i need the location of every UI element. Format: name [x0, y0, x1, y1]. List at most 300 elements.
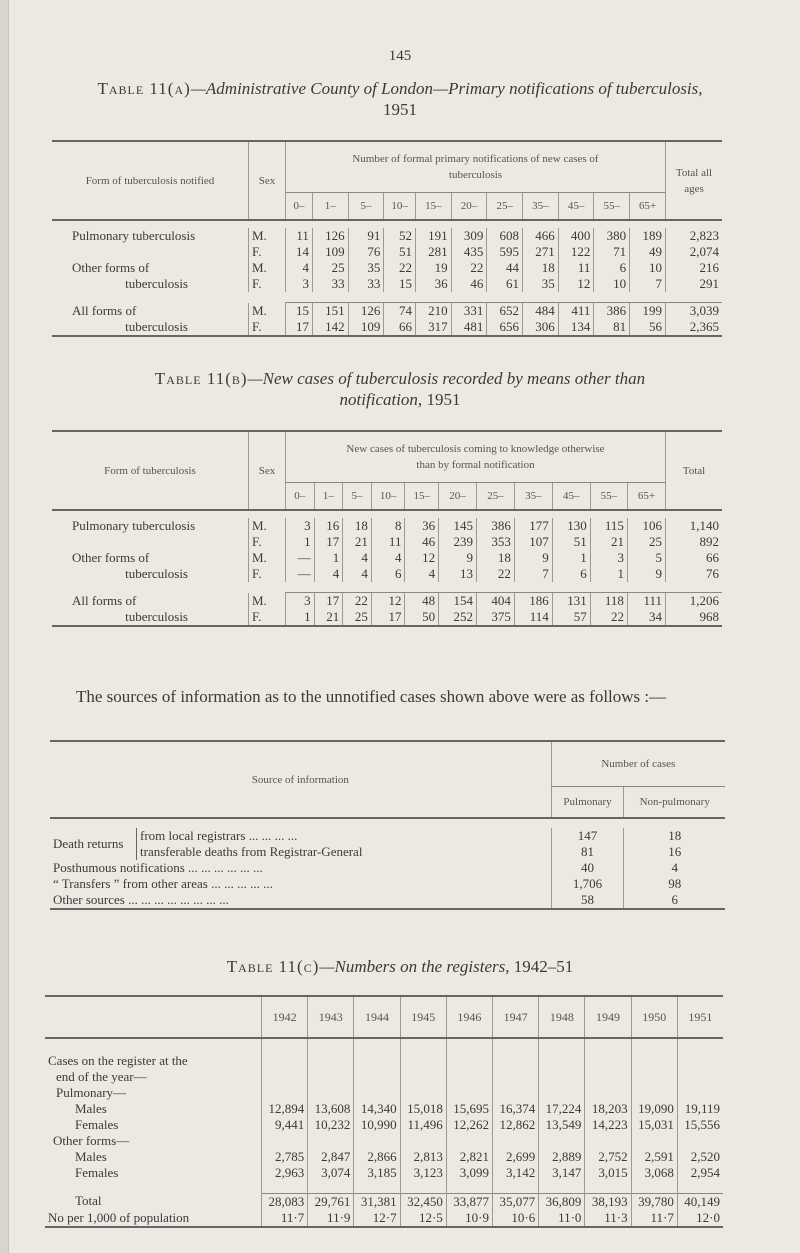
row-label: tuberculosis — [125, 566, 188, 581]
empty-cell — [262, 1038, 308, 1101]
value-cell: 4 — [343, 550, 372, 566]
value-cell: 35,077 — [493, 1193, 539, 1210]
value-cell: 7 — [630, 276, 666, 292]
value-cell: 189 — [630, 228, 666, 244]
value-cell: 656 — [487, 319, 523, 336]
sex-cell: F. — [249, 244, 286, 260]
value-cell: 12 — [558, 276, 594, 292]
table-row — [50, 844, 725, 860]
value-cell: 76 — [348, 244, 384, 260]
pulmonary-cell: 81 — [551, 844, 624, 860]
value-cell: 52 — [384, 228, 416, 244]
column-header-group: Number of formal primary notifications of new cases of tuberculosis — [286, 141, 666, 193]
value-cell: 400 — [558, 228, 594, 244]
value-cell: 17,224 — [539, 1101, 585, 1117]
table-a-title — [0, 78, 800, 120]
separator-row — [52, 582, 722, 593]
empty-cell — [308, 1133, 354, 1149]
value-cell: 22 — [590, 609, 627, 626]
table-row — [52, 566, 722, 582]
value-cell: 9 — [627, 566, 665, 582]
value-cell: 4 — [314, 566, 343, 582]
table-row — [52, 593, 722, 610]
empty-cell — [400, 1181, 446, 1193]
value-cell: 151 — [312, 303, 348, 320]
table-row — [52, 609, 722, 626]
value-cell: 11·0 — [539, 1210, 585, 1227]
spacer-row — [52, 220, 722, 228]
value-cell: 386 — [476, 518, 514, 534]
death-returns-label: Death returns — [53, 836, 124, 851]
value-cell: 2,889 — [539, 1149, 585, 1165]
table-row — [45, 1165, 723, 1181]
row-label — [52, 534, 249, 550]
row-label: tuberculosis — [125, 609, 188, 624]
source-label: “ Transfers ” from other areas ... ... ... ... ... — [53, 876, 273, 891]
sex-cell: F. — [249, 609, 286, 626]
age-header: 20– — [451, 193, 487, 221]
value-cell: 375 — [476, 609, 514, 626]
value-cell: 11 — [558, 260, 594, 276]
total-cell: 1,140 — [666, 518, 723, 534]
value-cell: 306 — [523, 319, 559, 336]
value-cell: 2,866 — [354, 1149, 400, 1165]
value-cell: 2,699 — [493, 1149, 539, 1165]
value-cell: 35 — [348, 260, 384, 276]
non-pulmonary-cell: 16 — [624, 844, 725, 860]
value-cell: 12·0 — [677, 1210, 723, 1227]
empty-cell — [677, 1181, 723, 1193]
non-pulmonary-cell: 6 — [624, 892, 725, 909]
value-cell: 309 — [451, 228, 487, 244]
value-cell: 331 — [451, 303, 487, 320]
value-cell: 9,441 — [262, 1117, 308, 1133]
value-cell: 3,068 — [631, 1165, 677, 1181]
value-cell: 10 — [630, 260, 666, 276]
value-cell: 317 — [415, 319, 451, 336]
sex-cell: F. — [249, 534, 286, 550]
spacer-row — [45, 1181, 723, 1193]
pulmonary-cell: 58 — [551, 892, 624, 909]
table-b — [52, 430, 722, 629]
value-cell: 210 — [415, 303, 451, 320]
value-cell: 36 — [405, 518, 439, 534]
year-header: 1950 — [631, 996, 677, 1038]
value-cell: 126 — [348, 303, 384, 320]
age-header: 55– — [594, 193, 630, 221]
table-c-title — [0, 956, 800, 977]
age-header: 35– — [523, 193, 559, 221]
value-cell: 2,813 — [400, 1149, 446, 1165]
age-header: 45– — [552, 483, 590, 511]
table-row — [45, 1149, 723, 1165]
value-cell: — — [286, 566, 315, 582]
total-cell: 1,206 — [666, 593, 723, 610]
empty-cell — [400, 1133, 446, 1149]
age-header: 1– — [312, 193, 348, 221]
year-header: 1949 — [585, 996, 631, 1038]
non-pulmonary-cell: 98 — [624, 876, 725, 892]
empty-cell — [631, 1038, 677, 1101]
value-cell: 1 — [552, 550, 590, 566]
value-cell: 11·3 — [585, 1210, 631, 1227]
value-cell: 11,496 — [400, 1117, 446, 1133]
age-header: 0– — [286, 483, 315, 511]
value-cell: 281 — [415, 244, 451, 260]
table-b-year: 1951 — [426, 390, 461, 409]
value-cell: 17 — [371, 609, 405, 626]
total-cell: 968 — [666, 609, 723, 626]
value-cell: 11·9 — [308, 1210, 354, 1227]
value-cell: 3,142 — [493, 1165, 539, 1181]
value-cell: 32,450 — [400, 1193, 446, 1210]
column-header-form: Form of tuberculosis notified — [52, 141, 249, 220]
value-cell: 2,821 — [446, 1149, 492, 1165]
value-cell: 3 — [286, 593, 315, 610]
age-header: 25– — [487, 193, 523, 221]
page-edge — [0, 0, 9, 1253]
empty-cell — [585, 1038, 631, 1101]
sex-cell: M. — [249, 593, 286, 610]
empty-cell — [539, 1181, 585, 1193]
value-cell: 191 — [415, 228, 451, 244]
total-cell: 216 — [666, 260, 723, 276]
value-cell: 3 — [286, 276, 313, 292]
column-header-group: New cases of tuberculosis coming to knowledge otherwise than by formal notification — [286, 431, 666, 483]
table-row — [52, 260, 722, 276]
row-label: tuberculosis — [125, 319, 188, 334]
value-cell: 15,018 — [400, 1101, 446, 1117]
value-cell: 49 — [630, 244, 666, 260]
total-cell: 66 — [666, 550, 723, 566]
source-label: from local registrars ... ... ... ... — [137, 828, 552, 844]
value-cell: 1 — [286, 534, 315, 550]
value-cell: 386 — [594, 303, 630, 320]
table-b-heading: —New cases of tuberculosis recorded by means other than — [247, 369, 646, 388]
sex-cell: F. — [249, 276, 286, 292]
empty-cell — [493, 1133, 539, 1149]
spacer-row — [52, 336, 722, 339]
value-cell: 177 — [514, 518, 552, 534]
value-cell: 25 — [627, 534, 665, 550]
value-cell: 118 — [590, 593, 627, 610]
value-cell: 36,809 — [539, 1193, 585, 1210]
page-number: 145 — [388, 48, 412, 64]
value-cell: 56 — [630, 319, 666, 336]
value-cell: 28,083 — [262, 1193, 308, 1210]
value-cell: 652 — [487, 303, 523, 320]
value-cell: 9 — [514, 550, 552, 566]
table-a-heading: —Administrative County of London—Primary notifications of tuberculosis, — [190, 79, 703, 98]
value-cell: 22 — [451, 260, 487, 276]
value-cell: — — [286, 550, 315, 566]
value-cell: 3 — [590, 550, 627, 566]
value-cell: 1 — [314, 550, 343, 566]
heading-row — [45, 1038, 723, 1101]
value-cell: 4 — [286, 260, 313, 276]
table-c — [45, 995, 723, 1228]
value-cell: 595 — [487, 244, 523, 260]
header-row — [52, 431, 722, 483]
year-header: 1951 — [677, 996, 723, 1038]
value-cell: 131 — [552, 593, 590, 610]
value-cell: 14,223 — [585, 1117, 631, 1133]
value-cell: 134 — [558, 319, 594, 336]
sex-cell: M. — [249, 260, 286, 276]
value-cell: 380 — [594, 228, 630, 244]
table-b-title — [0, 368, 800, 410]
value-cell: 74 — [384, 303, 416, 320]
age-header: 10– — [384, 193, 416, 221]
value-cell: 11 — [286, 228, 313, 244]
empty-cell — [677, 1038, 723, 1101]
separator-cell — [52, 292, 722, 303]
value-cell: 17 — [314, 593, 343, 610]
value-cell: 6 — [594, 260, 630, 276]
year-header: 1945 — [400, 996, 446, 1038]
source-label: Other sources ... ... ... ... ... ... ... ... — [53, 892, 229, 907]
value-cell: 21 — [314, 609, 343, 626]
age-header: 5– — [343, 483, 372, 511]
column-header-source: Source of information — [50, 741, 551, 818]
empty-cell — [354, 1181, 400, 1193]
value-cell: 2,785 — [262, 1149, 308, 1165]
value-cell: 17 — [314, 534, 343, 550]
value-cell: 18 — [523, 260, 559, 276]
age-header: 65+ — [630, 193, 666, 221]
value-cell: 40,149 — [677, 1193, 723, 1210]
corner-cell — [45, 996, 262, 1038]
column-header-pulmonary: Pulmonary — [551, 787, 624, 819]
value-cell: 12,862 — [493, 1117, 539, 1133]
empty-cell — [493, 1181, 539, 1193]
pulmonary-cell: 40 — [551, 860, 624, 876]
value-cell: 11·7 — [631, 1210, 677, 1227]
value-cell: 10,232 — [308, 1117, 354, 1133]
value-cell: 19,090 — [631, 1101, 677, 1117]
value-cell: 16,374 — [493, 1101, 539, 1117]
table-row — [50, 860, 725, 876]
table-a-year: 1951 — [383, 100, 417, 119]
value-cell: 126 — [312, 228, 348, 244]
age-header: 20– — [439, 483, 477, 511]
value-cell: 33,877 — [446, 1193, 492, 1210]
value-cell: 3,099 — [446, 1165, 492, 1181]
empty-cell — [354, 1038, 400, 1101]
total-cell: 892 — [666, 534, 723, 550]
value-cell: 3,074 — [308, 1165, 354, 1181]
table-row — [50, 876, 725, 892]
value-cell: 6 — [552, 566, 590, 582]
empty-cell — [308, 1038, 354, 1101]
spacer — [45, 1181, 262, 1193]
row-label — [52, 244, 249, 260]
value-cell: 353 — [476, 534, 514, 550]
age-header: 5– — [348, 193, 384, 221]
value-cell: 1 — [286, 609, 315, 626]
column-header-total: Total — [666, 431, 723, 510]
year-header: 1942 — [262, 996, 308, 1038]
age-header: 65+ — [627, 483, 665, 511]
value-cell: 142 — [312, 319, 348, 336]
spacer-row — [50, 818, 725, 828]
value-cell: 17 — [286, 319, 313, 336]
empty-cell — [631, 1133, 677, 1149]
age-header: 25– — [476, 483, 514, 511]
table-row — [45, 1117, 723, 1133]
value-cell: 25 — [312, 260, 348, 276]
empty-cell — [446, 1038, 492, 1101]
value-cell: 39,780 — [631, 1193, 677, 1210]
column-header-form: Form of tuberculosis — [52, 431, 249, 510]
empty-cell — [308, 1181, 354, 1193]
value-cell: 411 — [558, 303, 594, 320]
header-row — [52, 141, 722, 193]
other-forms-heading: Other forms— — [53, 1133, 130, 1148]
value-cell: 14 — [286, 244, 313, 260]
table-row — [52, 276, 722, 292]
empty-cell — [585, 1133, 631, 1149]
value-cell: 154 — [439, 593, 477, 610]
value-cell: 608 — [487, 228, 523, 244]
age-header: 35– — [514, 483, 552, 511]
value-cell: 2,752 — [585, 1149, 631, 1165]
empty-cell — [539, 1038, 585, 1101]
value-cell: 2,963 — [262, 1165, 308, 1181]
row-label: No per 1,000 of population — [48, 1209, 190, 1225]
table-row — [52, 228, 722, 244]
value-cell: 404 — [476, 593, 514, 610]
table-row — [52, 534, 722, 550]
value-cell: 18,203 — [585, 1101, 631, 1117]
value-cell: 10 — [594, 276, 630, 292]
table-row — [45, 1193, 723, 1210]
total-cell: 2,365 — [666, 319, 723, 336]
row-label: Males — [75, 1101, 107, 1116]
value-cell: 13,549 — [539, 1117, 585, 1133]
heading-row — [45, 1133, 723, 1149]
sex-cell: F. — [249, 319, 286, 336]
value-cell: 3,123 — [400, 1165, 446, 1181]
sex-cell: M. — [249, 550, 286, 566]
value-cell: 130 — [552, 518, 590, 534]
value-cell: 2,520 — [677, 1149, 723, 1165]
total-cell: 3,039 — [666, 303, 723, 320]
empty-cell — [677, 1133, 723, 1149]
value-cell: 481 — [451, 319, 487, 336]
value-cell: 15,031 — [631, 1117, 677, 1133]
register-heading-line: end of the year— — [56, 1069, 147, 1084]
value-cell: 18 — [343, 518, 372, 534]
value-cell: 4 — [405, 566, 439, 582]
age-header: 15– — [415, 193, 451, 221]
sex-cell: F. — [249, 566, 286, 582]
value-cell: 15 — [384, 276, 416, 292]
value-cell: 81 — [594, 319, 630, 336]
value-cell: 106 — [627, 518, 665, 534]
value-cell: 16 — [314, 518, 343, 534]
value-cell: 109 — [312, 244, 348, 260]
pulmonary-cell: 1,706 — [551, 876, 624, 892]
value-cell: 3,147 — [539, 1165, 585, 1181]
value-cell: 10·6 — [493, 1210, 539, 1227]
value-cell: 9 — [439, 550, 477, 566]
source-label: Posthumous notifications ... ... ... ... ... ... — [53, 860, 263, 875]
value-cell: 15,695 — [446, 1101, 492, 1117]
value-cell: 66 — [384, 319, 416, 336]
source-label: transferable deaths from Registrar-General — [137, 844, 552, 860]
value-cell: 109 — [348, 319, 384, 336]
value-cell: 252 — [439, 609, 477, 626]
value-cell: 1 — [590, 566, 627, 582]
table-row — [50, 828, 725, 844]
value-cell: 12 — [371, 593, 405, 610]
register-heading-line: Cases on the register at the — [48, 1053, 188, 1068]
row-label: Other forms of — [72, 550, 150, 565]
value-cell: 21 — [343, 534, 372, 550]
value-cell: 61 — [487, 276, 523, 292]
value-cell: 10·9 — [446, 1210, 492, 1227]
table-row — [52, 550, 722, 566]
value-cell: 51 — [384, 244, 416, 260]
table-row — [45, 1101, 723, 1117]
value-cell: 29,761 — [308, 1193, 354, 1210]
year-header: 1944 — [354, 996, 400, 1038]
value-cell: 36 — [415, 276, 451, 292]
value-cell: 111 — [627, 593, 665, 610]
value-cell: 91 — [348, 228, 384, 244]
empty-cell — [585, 1181, 631, 1193]
value-cell: 199 — [630, 303, 666, 320]
non-pulmonary-cell: 18 — [624, 828, 725, 844]
value-cell: 50 — [405, 609, 439, 626]
empty-cell — [262, 1181, 308, 1193]
age-header: 55– — [590, 483, 627, 511]
value-cell: 19 — [415, 260, 451, 276]
sources-table — [50, 740, 725, 910]
value-cell: 15 — [286, 303, 313, 320]
table-a-label: Table 11(a) — [97, 79, 191, 98]
total-cell: 76 — [666, 566, 723, 582]
value-cell: 107 — [514, 534, 552, 550]
year-header: 1946 — [446, 996, 492, 1038]
value-cell: 271 — [523, 244, 559, 260]
total-cell: 2,074 — [666, 244, 723, 260]
value-cell: 22 — [384, 260, 416, 276]
column-header-total: Total all ages — [666, 141, 723, 220]
header-row — [45, 996, 723, 1038]
value-cell: 33 — [348, 276, 384, 292]
value-cell: 2,954 — [677, 1165, 723, 1181]
value-cell: 122 — [558, 244, 594, 260]
empty-cell — [262, 1133, 308, 1149]
value-cell: 25 — [343, 609, 372, 626]
age-header: 15– — [405, 483, 439, 511]
table-c-heading: —Numbers on the registers, — [319, 957, 510, 976]
table-row — [52, 518, 722, 534]
value-cell: 114 — [514, 609, 552, 626]
value-cell: 3,185 — [354, 1165, 400, 1181]
value-cell: 31,381 — [354, 1193, 400, 1210]
value-cell: 12 — [405, 550, 439, 566]
non-pulmonary-cell: 4 — [624, 860, 725, 876]
row-label: Pulmonary tuberculosis — [72, 518, 196, 533]
value-cell: 21 — [590, 534, 627, 550]
row-label: All forms of — [72, 302, 137, 318]
header-row — [50, 741, 725, 787]
value-cell: 2,847 — [308, 1149, 354, 1165]
value-cell: 239 — [439, 534, 477, 550]
